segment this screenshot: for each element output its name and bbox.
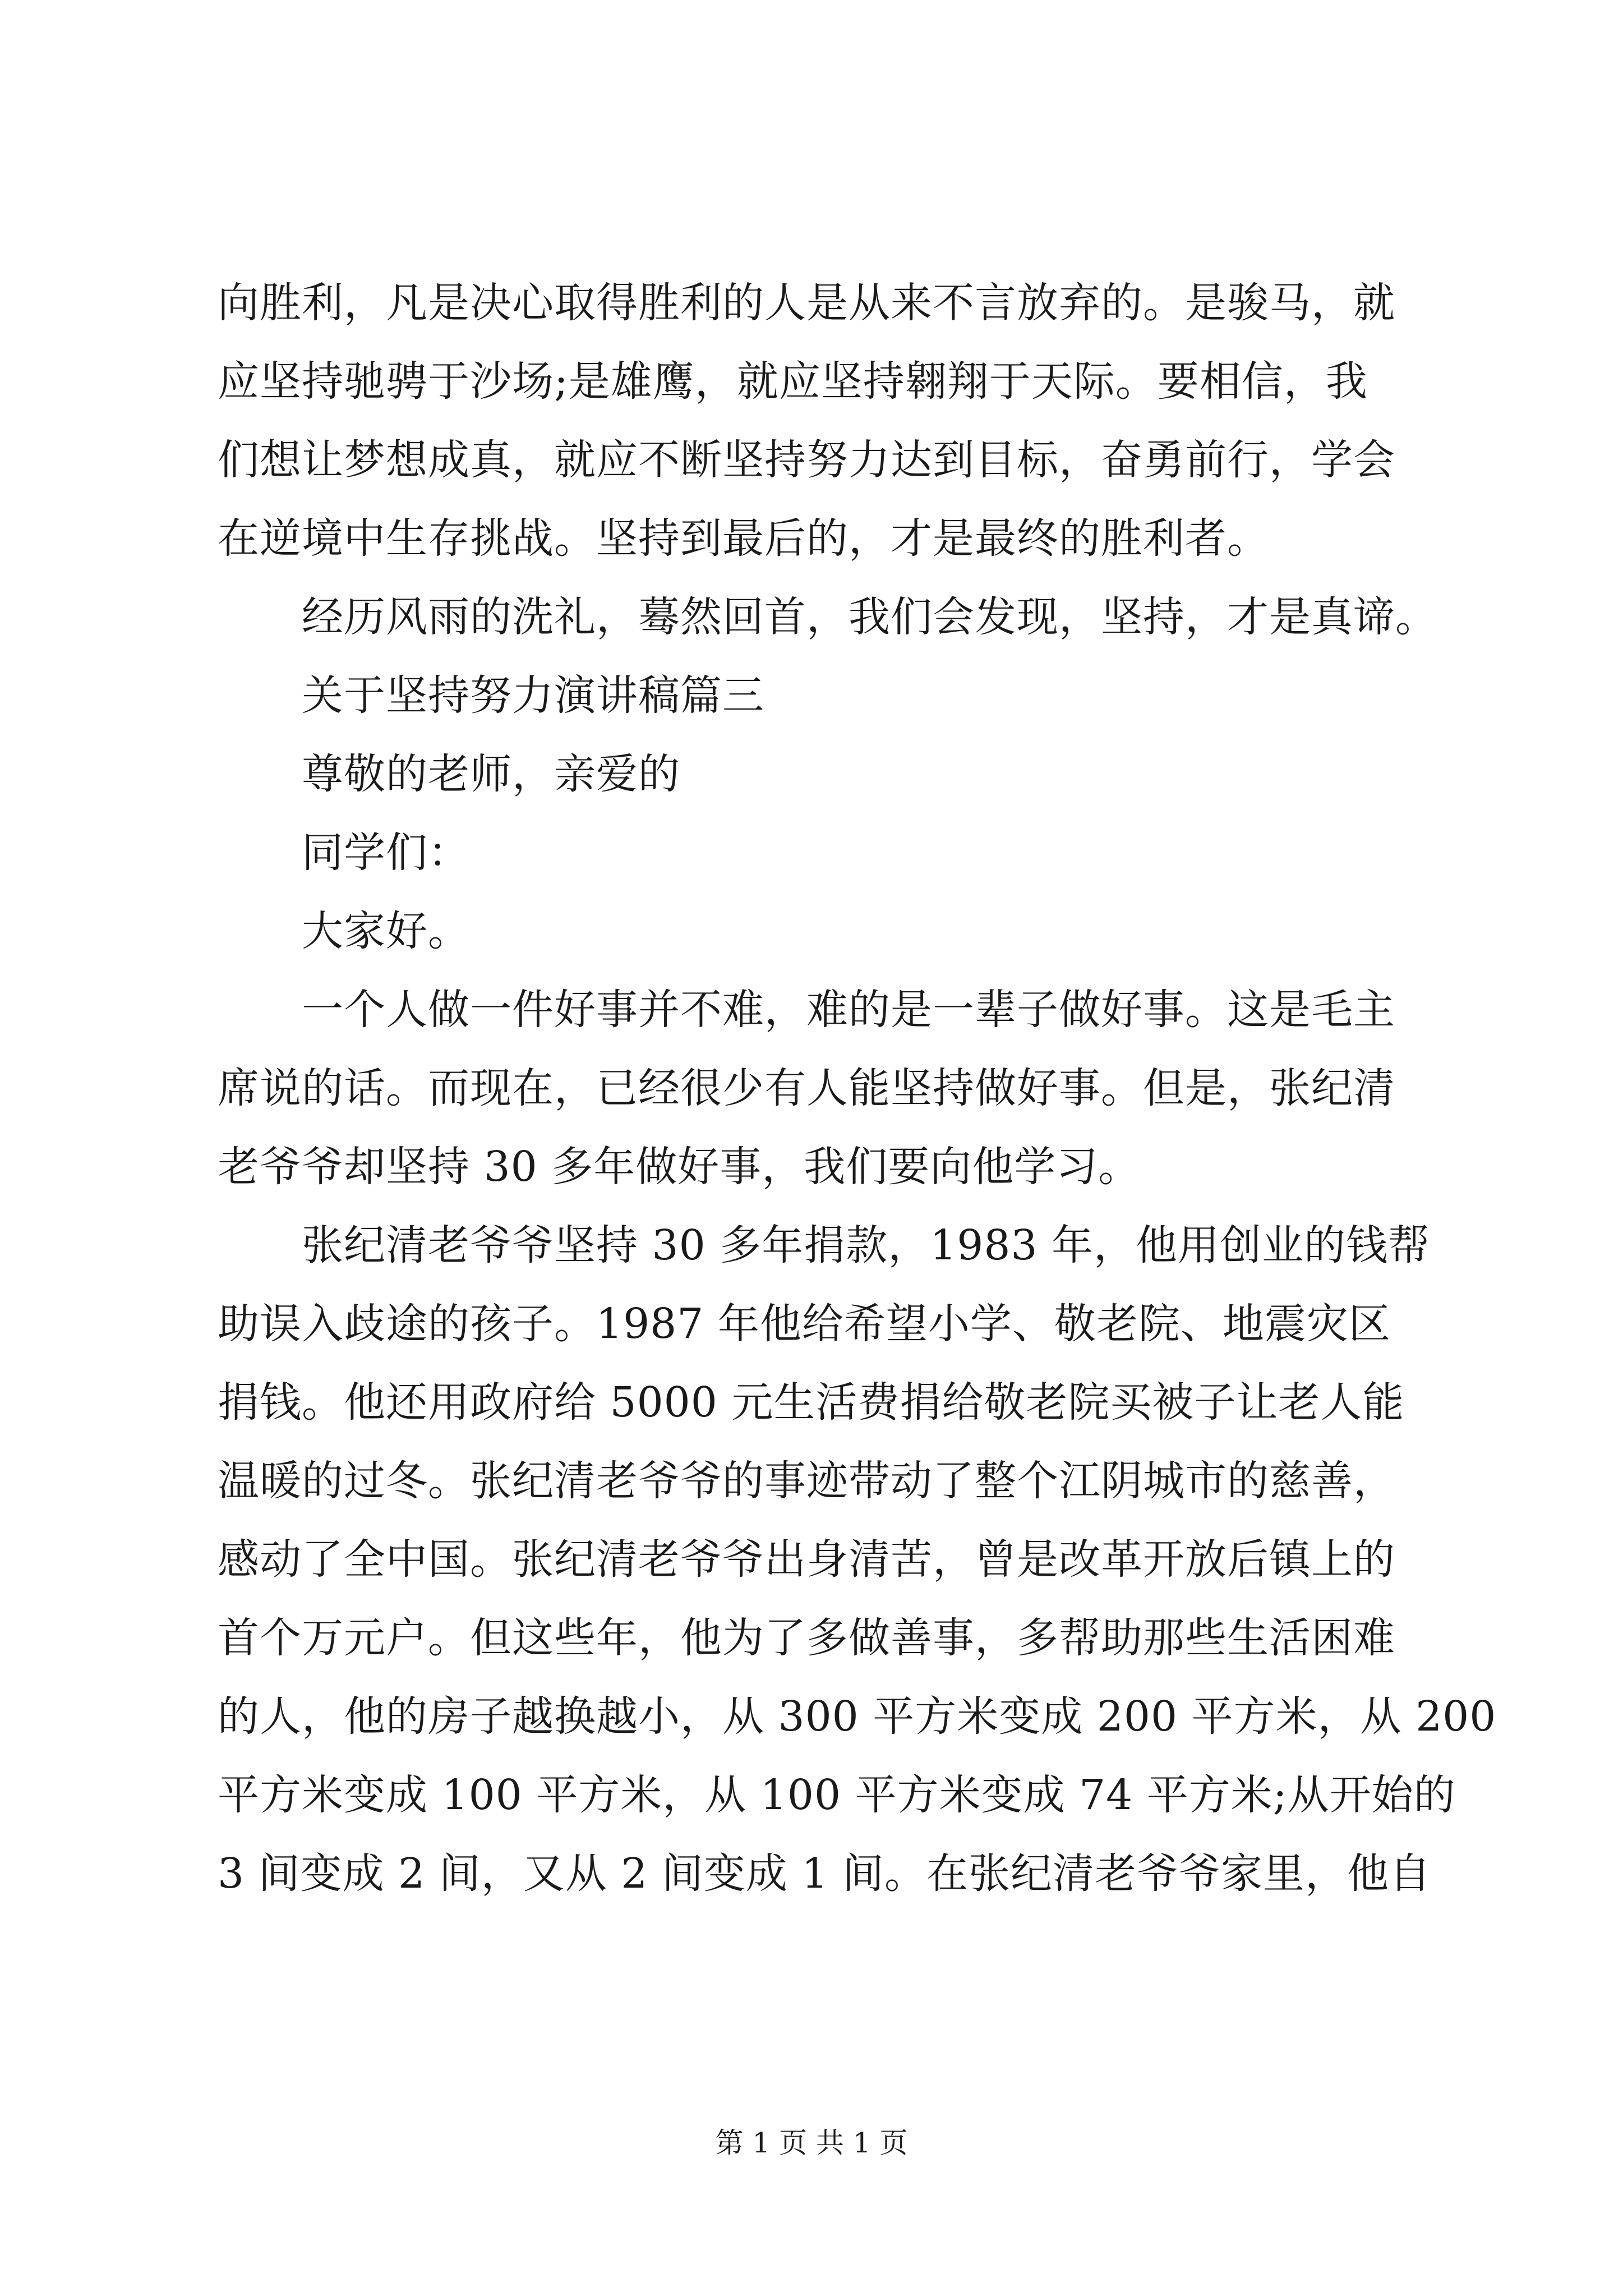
text-line: 一个人做一件好事并不难，难的是一辈子做好事。这是毛主	[302, 986, 1395, 1034]
text-line: 助误入歧途的孩子。1987 年他给希望小学、敬老院、地震灾区	[218, 1300, 1391, 1348]
page-number-label: 第 1 页 共 1 页	[715, 2127, 908, 2159]
text-line: 们想让梦想成真，就应不断坚持努力达到目标，奋勇前行，学会	[218, 436, 1395, 484]
text-line: 3 间变成 2 间，又从 2 间变成 1 间。在张纪清老爷爷家里，他自	[218, 1849, 1431, 1898]
page-footer	[0, 2123, 1623, 2162]
text-line: 在逆境中生存挑战。坚持到最后的，才是最终的胜利者。	[218, 514, 1269, 563]
greeting-line: 大家好。	[302, 907, 470, 955]
document-body	[218, 264, 1497, 1913]
text-line: 温暖的过冬。张纪清老爷爷的事迹带动了整个江阴城市的慈善，	[218, 1457, 1395, 1505]
text-line: 应坚持驰骋于沙场;是雄鹰，就应坚持翱翔于天际。要相信，我	[218, 357, 1368, 406]
text-line: 平方米变成 100 平方米，从 100 平方米变成 74 平方米;从开始的	[218, 1771, 1456, 1819]
text-line: 首个万元户。但这些年，他为了多做善事，多帮助那些生活困难	[218, 1614, 1395, 1662]
text-line: 张纪清老爷爷坚持 30 多年捐款，1983 年，他用创业的钱帮	[302, 1221, 1431, 1269]
text-line: 感动了全中国。张纪清老爷爷出身清苦，曾是改革开放后镇上的	[218, 1535, 1395, 1584]
text-line: 老爷爷却坚持 30 多年做好事，我们要向他学习。	[218, 1143, 1141, 1191]
text-line: 经历风雨的洗礼，蓦然回首，我们会发现，坚持，才是真谛。	[302, 593, 1437, 641]
text-line: 的人，他的房子越换越小，从 300 平方米变成 200 平方米，从 200	[218, 1692, 1497, 1741]
text-line: 捐钱。他还用政府给 5000 元生活费捐给敬老院买被子让老人能	[218, 1378, 1405, 1427]
section-heading: 关于坚持努力演讲稿篇三	[302, 671, 764, 720]
salutation-line: 同学们：	[302, 829, 470, 877]
text-line: 向胜利，凡是决心取得胜利的人是从来不言放弃的。是骏马，就	[218, 279, 1395, 327]
salutation-line: 尊敬的老师，亲爱的	[302, 750, 680, 798]
text-line: 席说的话。而现在，已经很少有人能坚持做好事。但是，张纪清	[218, 1064, 1395, 1112]
